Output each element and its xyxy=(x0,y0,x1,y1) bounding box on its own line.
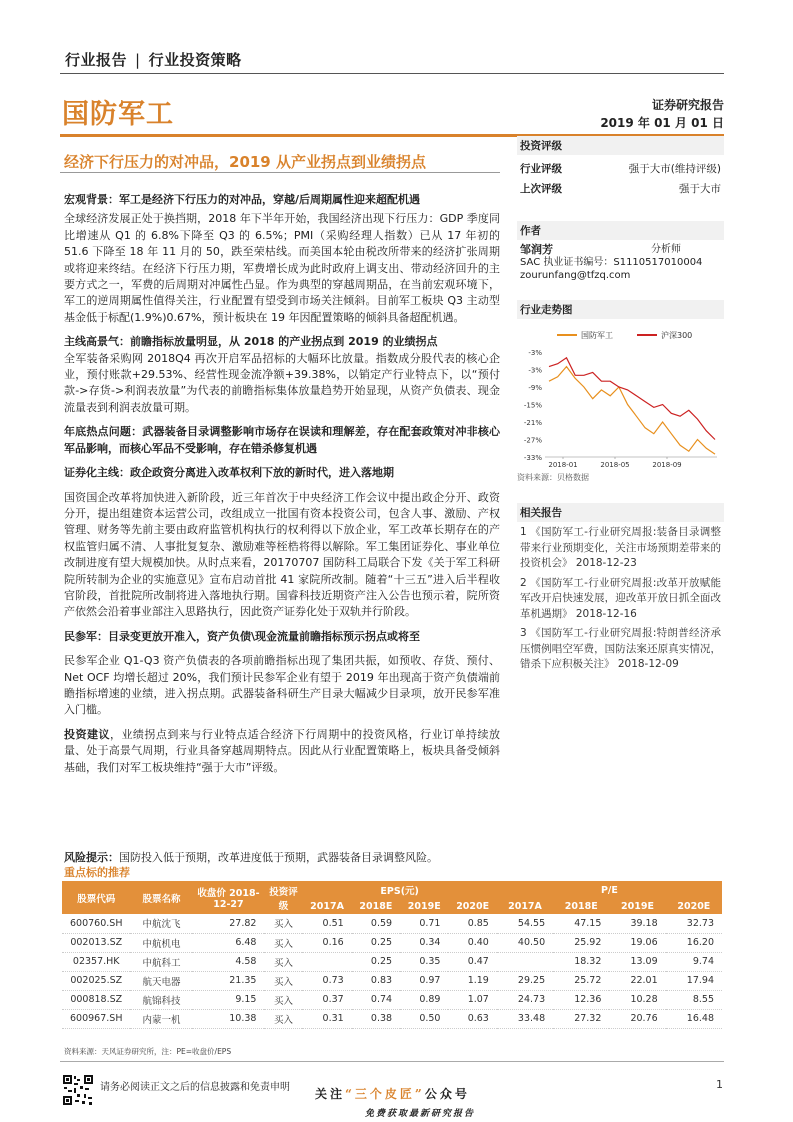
cell-name: 航天电器 xyxy=(130,971,192,990)
cell-name: 航锦科技 xyxy=(130,990,192,1009)
y-tick-label: -9% xyxy=(528,384,542,392)
col-year: 2018E xyxy=(553,899,609,914)
section-securitization xyxy=(64,465,500,621)
report-category: 行业报告 xyxy=(65,51,128,69)
cell-pe: 32.73 xyxy=(666,914,722,933)
cell-eps: 0.97 xyxy=(400,971,448,990)
stock-table xyxy=(62,881,722,1029)
section-hotspot xyxy=(64,424,500,457)
col-year: 2018E xyxy=(352,899,400,914)
section-body: ，业绩拐点到来与行业特点适合经济下行周期中的投资风格，行业订单持续放量、处于高景气周期，行业具备穿越周期特点。因此从行业配置策略上，板块具备受倾斜基础，我们对军工板块维持“强于大市”评级。 xyxy=(64,727,501,774)
promo-prefix: 关注 xyxy=(315,1087,346,1101)
cell-pe: 47.15 xyxy=(553,914,609,933)
promo-suffix: 公众号 xyxy=(424,1087,470,1101)
cell-pe: 27.32 xyxy=(553,1009,609,1028)
cell-eps: 0.50 xyxy=(400,1009,448,1028)
cell-name: 中航沈飞 xyxy=(130,914,192,933)
cell-price: 9.15 xyxy=(192,990,264,1009)
cell-eps: 0.25 xyxy=(352,933,400,952)
rating-heading: 投资评级 xyxy=(517,136,724,155)
section-advice xyxy=(64,727,500,776)
table-title: 重点标的推荐 xyxy=(64,866,130,879)
cell-eps: 0.38 xyxy=(352,1009,400,1028)
page-number: 1 xyxy=(716,1078,723,1091)
cell-pe: 22.01 xyxy=(609,971,665,990)
cell-price: 21.35 xyxy=(192,971,264,990)
cell-eps: 0.31 xyxy=(302,1009,351,1028)
cell-pe: 25.72 xyxy=(553,971,609,990)
footer-divider xyxy=(60,1061,724,1062)
cell-code: 000818.SZ xyxy=(62,990,130,1009)
sidebar xyxy=(517,136,724,677)
cell-code: 600967.SH xyxy=(62,1009,130,1028)
cell-eps: 0.74 xyxy=(352,990,400,1009)
cell-pe: 40.50 xyxy=(497,933,553,952)
industry-rating-value: 强于大市(维持评级) xyxy=(628,163,721,175)
cell-eps: 0.35 xyxy=(400,952,448,971)
col-pe: P/E xyxy=(497,881,722,899)
col-price: 收盘价 2018-12-27 xyxy=(192,881,264,914)
table-row xyxy=(62,971,722,990)
promo-name: “三个皮匠” xyxy=(345,1087,425,1101)
y-tick-label: -15% xyxy=(523,401,542,410)
legend-label: 国防军工 xyxy=(581,331,613,340)
author-heading: 作者 xyxy=(517,221,724,240)
cell-rating: 买入 xyxy=(264,952,302,971)
cell-rating: 买入 xyxy=(264,971,302,990)
header-divider xyxy=(60,73,724,74)
report-subcategory: 行业投资策略 xyxy=(148,51,242,69)
promo-subline: 免费获取最新研究报告 xyxy=(365,1109,476,1119)
title-divider xyxy=(60,172,500,173)
cell-rating: 买入 xyxy=(264,933,302,952)
table-row xyxy=(62,1009,722,1028)
cell-rating: 买入 xyxy=(264,990,302,1009)
table-row xyxy=(62,933,722,952)
chart-area xyxy=(517,322,724,472)
cell-eps: 0.73 xyxy=(302,971,351,990)
cell-pe: 9.74 xyxy=(666,952,722,971)
section-body: 全球经济发展正处于换挡期，2018 年下半年开始，我国经济出现下行压力：GDP 季度同比增速从 Q1 的 6.8%下降至 Q3 的 6.5%；PMI（采购经理人指数）已从 17 年初的 51.6 下降至 18 年 11 月的 50，跌至荣枯线。而美国本轮由税改所带来的经济扩张周期或将迎来终结。在经济下行压力期，军费增长成为此时政府上调支出、带动经济回升的主要方式之一，军费的后周期对冲属性凸显。作为典型的穿越周期品，在当前宏观环境下，军工的逆周期属性值得关注，行业配置有望受到市场关注倾斜。目前军工板块 Q3 主动型基金低于标配(1.9%)0.67%，预计板块在 19 年因配置策略的倾斜具备超配机遇。 xyxy=(64,212,500,324)
section-heading: 民参军：目录变更放开准入，资产负债\现金流量前瞻指标预示拐点或将至 xyxy=(64,629,421,643)
cell-pe: 16.48 xyxy=(666,1009,722,1028)
cell-eps: 0.34 xyxy=(400,933,448,952)
col-code: 股票代码 xyxy=(62,881,130,914)
x-tick-label: 2018-01 xyxy=(548,461,578,469)
report-header xyxy=(65,49,242,70)
col-eps: EPS(元) xyxy=(302,881,496,899)
author-role: 分析师 xyxy=(651,244,681,255)
cell-code: 002025.SZ xyxy=(62,971,130,990)
sector-title: 国防军工 xyxy=(62,99,174,130)
promo-line xyxy=(315,1085,470,1102)
y-tick-label: -3% xyxy=(528,349,542,357)
report-title: 经济下行压力的对冲品，2019 从产业拐点到业绩拐点 xyxy=(64,153,426,171)
author-name: 邹润芳 xyxy=(520,243,553,256)
cell-price: 10.38 xyxy=(192,1009,264,1028)
related-heading: 相关报告 xyxy=(517,503,724,522)
table-row xyxy=(62,914,722,933)
cell-name: 内蒙一机 xyxy=(130,1009,192,1028)
table-row xyxy=(62,952,722,971)
col-year: 2017A xyxy=(302,899,351,914)
y-tick-label: -27% xyxy=(523,436,542,445)
col-year: 2019E xyxy=(400,899,448,914)
cell-eps: 0.63 xyxy=(448,1009,496,1028)
disclaimer-text: 请务必阅读正文之后的信息披露和免责申明 xyxy=(100,1082,290,1093)
chart-source: 资料来源：贝格数据 xyxy=(517,473,589,482)
report-date: 2019 年 01 月 01 日 xyxy=(600,116,724,130)
cell-eps: 0.47 xyxy=(448,952,496,971)
author-cert: SAC 执业证书编号：S1110517010004 xyxy=(520,257,703,268)
cell-pe: 39.18 xyxy=(609,914,665,933)
cell-price: 6.48 xyxy=(192,933,264,952)
cell-pe: 17.94 xyxy=(666,971,722,990)
cell-pe: 19.06 xyxy=(609,933,665,952)
main-content xyxy=(64,192,500,784)
header-separator: | xyxy=(135,51,141,69)
cell-eps: 0.51 xyxy=(302,914,351,933)
col-year: 2017A xyxy=(497,899,553,914)
author-block xyxy=(517,243,724,282)
previous-rating-value: 强于大市 xyxy=(679,183,721,195)
cell-pe: 18.32 xyxy=(553,952,609,971)
industry-rating xyxy=(517,158,724,178)
cell-pe: 13.09 xyxy=(609,952,665,971)
author-email[interactable]: zourunfang@tfzq.com xyxy=(520,270,631,281)
cell-rating: 买入 xyxy=(264,1009,302,1028)
legend-label: 沪深300 xyxy=(661,331,693,340)
col-year: 2020E xyxy=(448,899,496,914)
section-heading: 证券化主线：政企政资分离进入改革权利下放的新时代，进入落地期 xyxy=(64,466,394,480)
y-tick-label: -3% xyxy=(528,366,542,375)
cell-eps: 0.71 xyxy=(400,914,448,933)
section-heading: 主线高景气：前瞻指标放量明显，从 2018 的产业拐点到 2019 的业绩拐点 xyxy=(64,335,438,349)
cell-eps: 0.83 xyxy=(352,971,400,990)
cell-pe: 24.73 xyxy=(497,990,553,1009)
cell-pe: 12.36 xyxy=(553,990,609,1009)
risk-warning xyxy=(64,849,438,865)
cell-eps: 0.89 xyxy=(400,990,448,1009)
section-mainline xyxy=(64,334,500,416)
cell-price: 4.58 xyxy=(192,952,264,971)
cell-code: 02357.HK xyxy=(62,952,130,971)
cell-pe: 20.76 xyxy=(609,1009,665,1028)
cell-eps: 1.19 xyxy=(448,971,496,990)
section-body: 国资国企改革将加快进入新阶段，近三年首次于中央经济工作会议中提出政企分开、政资分开，提出组建资本运营公司，改组成立一批国有资本投资公司，包含人事、激励、产权管理、财务等先前主要由政府监管机构执行的权利得以下放企业，军工改革长期存在的产权监管归属不清、人事批复复杂、激励难等桎梏将得以解除。军工集团证券化、事业单位改制进度有望大规模加快。从时点来看，20170707 国防科工局联合下发《关于军工科研院所转制为企业的实施意见》宣布启动首批 41 家院所改制。随着“十三五”进入后半程收官阶段，首批院所改制将进入落地执行期。国睿科技近期资产注入公告也预示着，院所资产依然会沿着事业部注入思路执行，因此资产证券化处于双轨并行阶段。 xyxy=(64,490,500,619)
cell-pe: 29.25 xyxy=(497,971,553,990)
section-heading: 宏观背景：军工是经济下行压力的对冲品，穿越/后周期属性迎来超配机遇 xyxy=(64,193,421,206)
section-macro xyxy=(64,192,500,326)
report-type: 证券研究报告 xyxy=(651,98,724,112)
trend-chart xyxy=(517,322,724,472)
y-tick-label: -33% xyxy=(523,454,542,462)
table-source: 资料来源：天风证券研究所，注：PE=收盘价/EPS xyxy=(64,1047,232,1056)
col-year: 2019E xyxy=(609,899,665,914)
related-report-1[interactable]: 1 《国防军工-行业研究周报:装备目录调整带来行业预期变化，关注市场预期差带来的投资机会》 2018-12-23 xyxy=(520,526,721,569)
section-heading: 投资建议 xyxy=(64,727,110,741)
cell-pe: 10.28 xyxy=(609,990,665,1009)
cell-eps: 0.40 xyxy=(448,933,496,952)
cell-name: 中航机电 xyxy=(130,933,192,952)
cell-pe: 25.92 xyxy=(553,933,609,952)
section-heading: 年底热点问题：武器装备目录调整影响市场存在误读和理解差，存在配套政策对冲非核心军品影响，而核心军品不受影响，存在错杀修复机遇 xyxy=(64,425,500,455)
series-line-defense xyxy=(549,367,715,455)
qr-code-icon xyxy=(62,1074,94,1106)
cell-rating: 买入 xyxy=(264,914,302,933)
cell-code: 002013.SZ xyxy=(62,933,130,952)
previous-rating-label: 上次评级 xyxy=(520,183,562,195)
cell-eps: 1.07 xyxy=(448,990,496,1009)
previous-rating xyxy=(517,178,724,198)
related-report-3[interactable]: 3 《国防军工-行业研究周报:特朗普经济承压惯例唱空军费，国防法案还原真实情况，错杀下应积极关注》 2018-12-09 xyxy=(520,627,721,670)
cell-eps xyxy=(302,952,351,971)
section-body: 全军装备采购网 2018Q4 再次开启军品招标的大幅环比放量。指数成分股代表的核心企业，预付账款+29.53%、经营性现金流净额+39.38%，以销定产行业特点下，以“预付款->存货->利润表放量”为代表的前瞻指标集体放量趋势开始显现，从资产负债表、现金流量表到利润表放量可期。 xyxy=(64,351,500,414)
cell-eps: 0.37 xyxy=(302,990,351,1009)
cell-pe xyxy=(497,952,553,971)
cell-price: 27.82 xyxy=(192,914,264,933)
cell-pe: 54.55 xyxy=(497,914,553,933)
x-tick-label: 2018-09 xyxy=(652,461,682,469)
industry-rating-label: 行业评级 xyxy=(520,163,562,175)
col-year: 2020E xyxy=(666,899,722,914)
col-rating: 投资评级 xyxy=(264,881,302,914)
risk-label: 风险提示： xyxy=(64,851,119,864)
table-row xyxy=(62,990,722,1009)
y-tick-label: -21% xyxy=(523,419,542,427)
chart-title: 行业走势图 xyxy=(517,300,724,319)
risk-text: 国防投入低于预期，改革进度低于预期，武器装备目录调整风险。 xyxy=(119,851,438,864)
cell-eps: 0.85 xyxy=(448,914,496,933)
cell-name: 中航科工 xyxy=(130,952,192,971)
cell-eps: 0.59 xyxy=(352,914,400,933)
section-body: 民参军企业 Q1-Q3 资产负债表的各项前瞻指标出现了集团共振，如预收、存货、预付、Net OCF 均增长超过 20%，我们预计民参军企业有望于 2019 年出现高于资产负债端前瞻指标增速的业绩，进入拐点期。武器装备科研生产目录大幅减少目录项，放开民参军准入门槛。 xyxy=(64,654,500,717)
cell-eps: 0.25 xyxy=(352,952,400,971)
cell-eps: 0.16 xyxy=(302,933,351,952)
cell-pe: 8.55 xyxy=(666,990,722,1009)
cell-pe: 33.48 xyxy=(497,1009,553,1028)
section-civil-military xyxy=(64,629,500,719)
x-tick-label: 2018-05 xyxy=(600,461,630,469)
series-line-csi300 xyxy=(549,358,715,440)
related-report-2[interactable]: 2 《国防军工-行业研究周报:改革开放赋能军改开启快速发展，迎改革开放日抓全面改革机遇期》 2018-12-16 xyxy=(520,576,721,620)
cell-code: 600760.SH xyxy=(62,914,130,933)
cell-pe: 16.20 xyxy=(666,933,722,952)
col-name: 股票名称 xyxy=(130,881,192,914)
